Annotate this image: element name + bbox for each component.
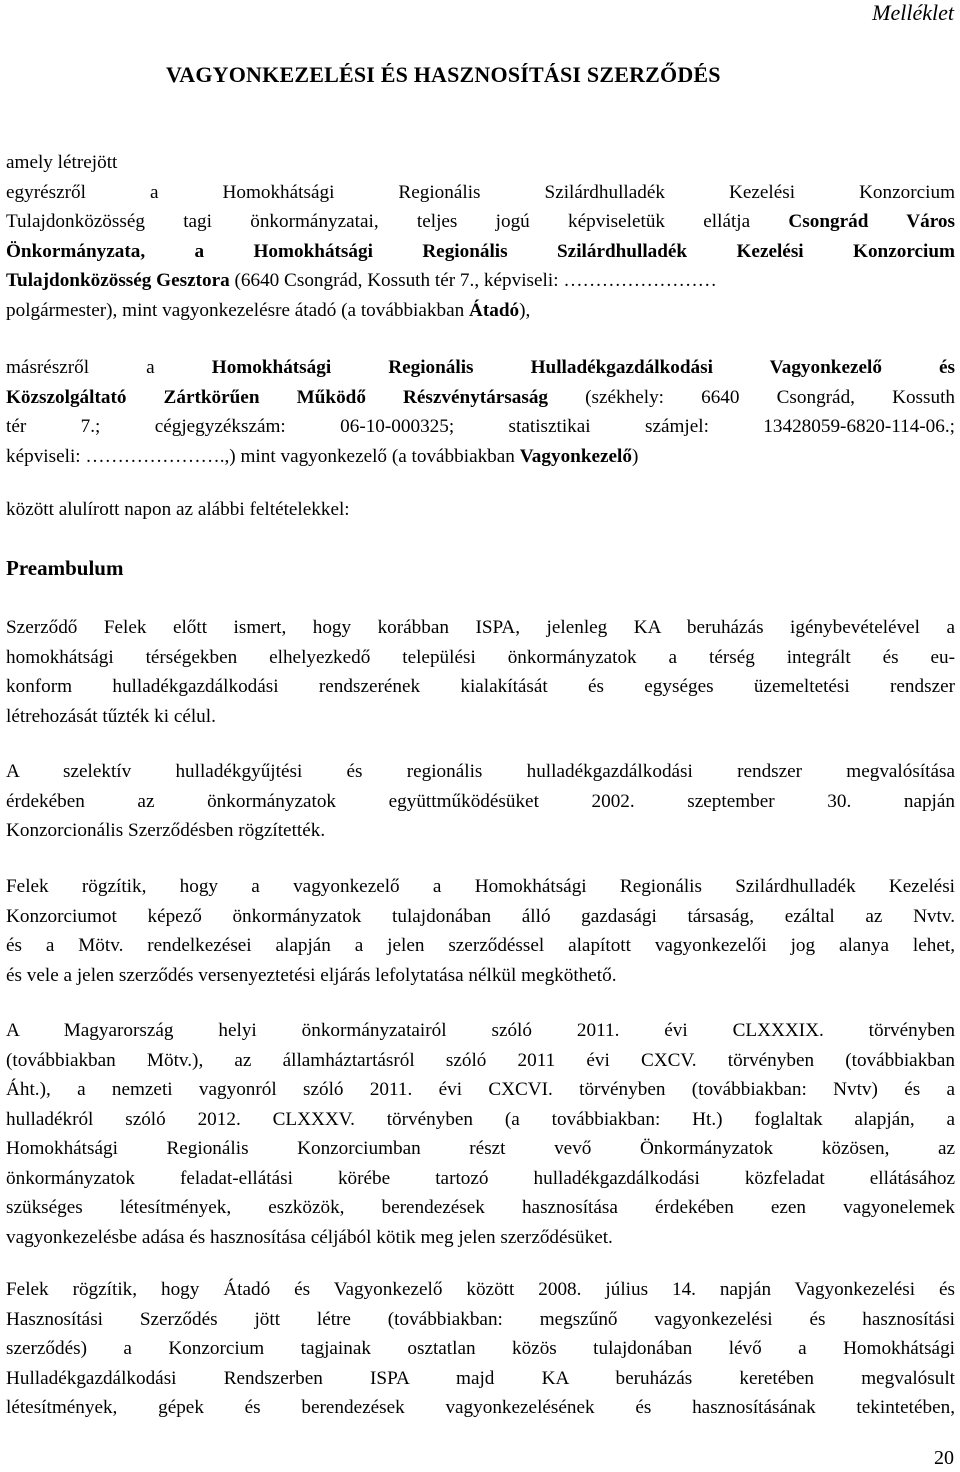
party-one-line: Tulajdonközösség Gesztora (6640 Csongrád, Kossuth tér 7., képviseli: …………………… [6,270,717,291]
paragraph-line: és vele a jelen szerződés versenyeztetési eljárás lefolytatása nélkül megköthető. [6,964,617,986]
document-title: VAGYONKEZELÉSI ÉS HASZNOSÍTÁSI SZERZŐDÉS [166,62,721,87]
paragraph-line: önkormányzatok feladat-ellátási körébe tartozó hulladékgazdálkodási közfeladat ellátásához [6,1167,955,1189]
paragraph-line: vagyonkezelésbe adása és hasznosítása céljából kötik meg jelen szerződésüket. [6,1226,613,1248]
paragraph-line: konform hulladékgazdálkodási rendszerének kialakítását és egységes üzemeltetési rendszer [6,676,955,697]
party-two-block [6,353,955,471]
paragraph-line: létrehozását tűzték ki célul. [6,705,216,727]
conditions-line: között alulírott napon az alábbi feltételekkel: [6,499,350,520]
paragraph-4 [6,1016,955,1252]
party-one-block [6,148,955,325]
paragraph-line: szerződés) a Konzorcium tagjainak osztatlan közös tulajdonában lévő a Homokhátsági [6,1338,955,1359]
paragraph-line: Hasznosítási Szerződés jött létre (továbbiakban: megszűnő vagyonkezelési és hasznosítási [6,1308,955,1330]
paragraph-1 [6,613,955,731]
paragraph-line: Felek rögzítik, hogy Átadó és Vagyonkezelő között 2008. július 14. napján Vagyonkezelési és [6,1279,955,1300]
paragraph-line: hulladékról szóló 2012. CLXXXV. törvényben (a továbbiakban: Ht.) foglaltak alapján, a [6,1108,955,1130]
paragraph-line: Homokhátsági Regionális Konzorciumban részt vevő Önkormányzatok közösen, az [6,1138,955,1159]
paragraph-line: Hulladékgazdálkodási Rendszerben ISPA majd KA beruházás keretében megvalósult [6,1367,955,1389]
paragraph-line: Konzorcionális Szerződésben rögzítették. [6,820,326,841]
paragraph-line: Konzorciumot képező önkormányzatok tulajdonában álló gazdasági társaság, ezáltal az Nvtv. [6,905,955,927]
paragraph-line: Felek rögzítik, hogy a vagyonkezelő a Homokhátsági Regionális Szilárdhulladék Kezelési [6,876,955,897]
party-one-line: Önkormányzata, a Homokhátsági Regionális Szilárdhulladék Kezelési Konzorcium [6,240,955,262]
paragraph-line: homokhátsági térségekben elhelyezkedő települési önkormányzatok a térség integrált és eu- [6,646,955,668]
paragraph-2 [6,757,955,846]
paragraph-line: érdekében az önkormányzatok együttműködésüket 2002. szeptember 30. napján [6,790,955,812]
party-two-line: képviseli: ………………….,) mint vagyonkezelő (a továbbiakban Vagyonkezelő) [6,445,639,467]
paragraph-line: létesítmények, gépek és berendezések vagyonkezelésének és hasznosításának tekintetében, [6,1397,955,1418]
party-two-line: Közszolgáltató Zártkörűen Működő Részvénytársaság (székhely: 6640 Csongrád, Kossuth [6,386,955,408]
paragraph-line: A szelektív hulladékgyűjtési és regionális hulladékgazdálkodási rendszer megvalósítása [6,761,955,782]
party-one-line: egyrészről a Homokhátsági Regionális Szilárdhulladék Kezelési Konzorcium [6,181,955,203]
page-number: 20 [934,1447,954,1469]
paragraph-line: és a Mötv. rendelkezései alapján a jelen szerződéssel alapított vagyonkezelői jog alanya lehet, [6,935,955,956]
paragraph-5 [6,1275,955,1423]
paragraph-line: (továbbiakban Mötv.), az államháztartásról szóló 2011 évi CXCV. törvényben (továbbiakban [6,1049,955,1071]
party-one-line: polgármester), mint vagyonkezelésre átadó (a továbbiakban Átadó), [6,299,531,321]
intro-line: amely létrejött [6,152,118,173]
paragraph-line: Szerződő Felek előtt ismert, hogy korábban ISPA, jelenleg KA beruházás igénybevételével a [6,617,955,638]
party-one-line: Tulajdonközösség tagi önkormányzatai, teljes jogú képviseletük ellátja Csongrád Város [6,211,955,232]
paragraph-line: Áht.), a nemzeti vagyonról szóló 2011. évi CXCVI. törvényben (továbbiakban: Nvtv) és a [6,1079,955,1100]
paragraph-line: A Magyarország helyi önkormányzatairól szóló 2011. évi CLXXXIX. törvényben [6,1020,955,1041]
paragraph-line: szükséges létesítmények, eszközök, berendezések hasznosítása érdekében ezen vagyonelemek [6,1197,955,1218]
party-two-line: másrészről a Homokhátsági Regionális Hulladékgazdálkodási Vagyonkezelő és [6,357,955,378]
paragraph-3 [6,872,955,990]
annex-label: Melléklet [872,0,954,25]
preamble-heading: Preambulum [6,556,124,580]
party-two-line: tér 7.; cégjegyzékszám: 06-10-000325; statisztikai számjel: 13428059-6820-114-06.; [6,416,955,437]
